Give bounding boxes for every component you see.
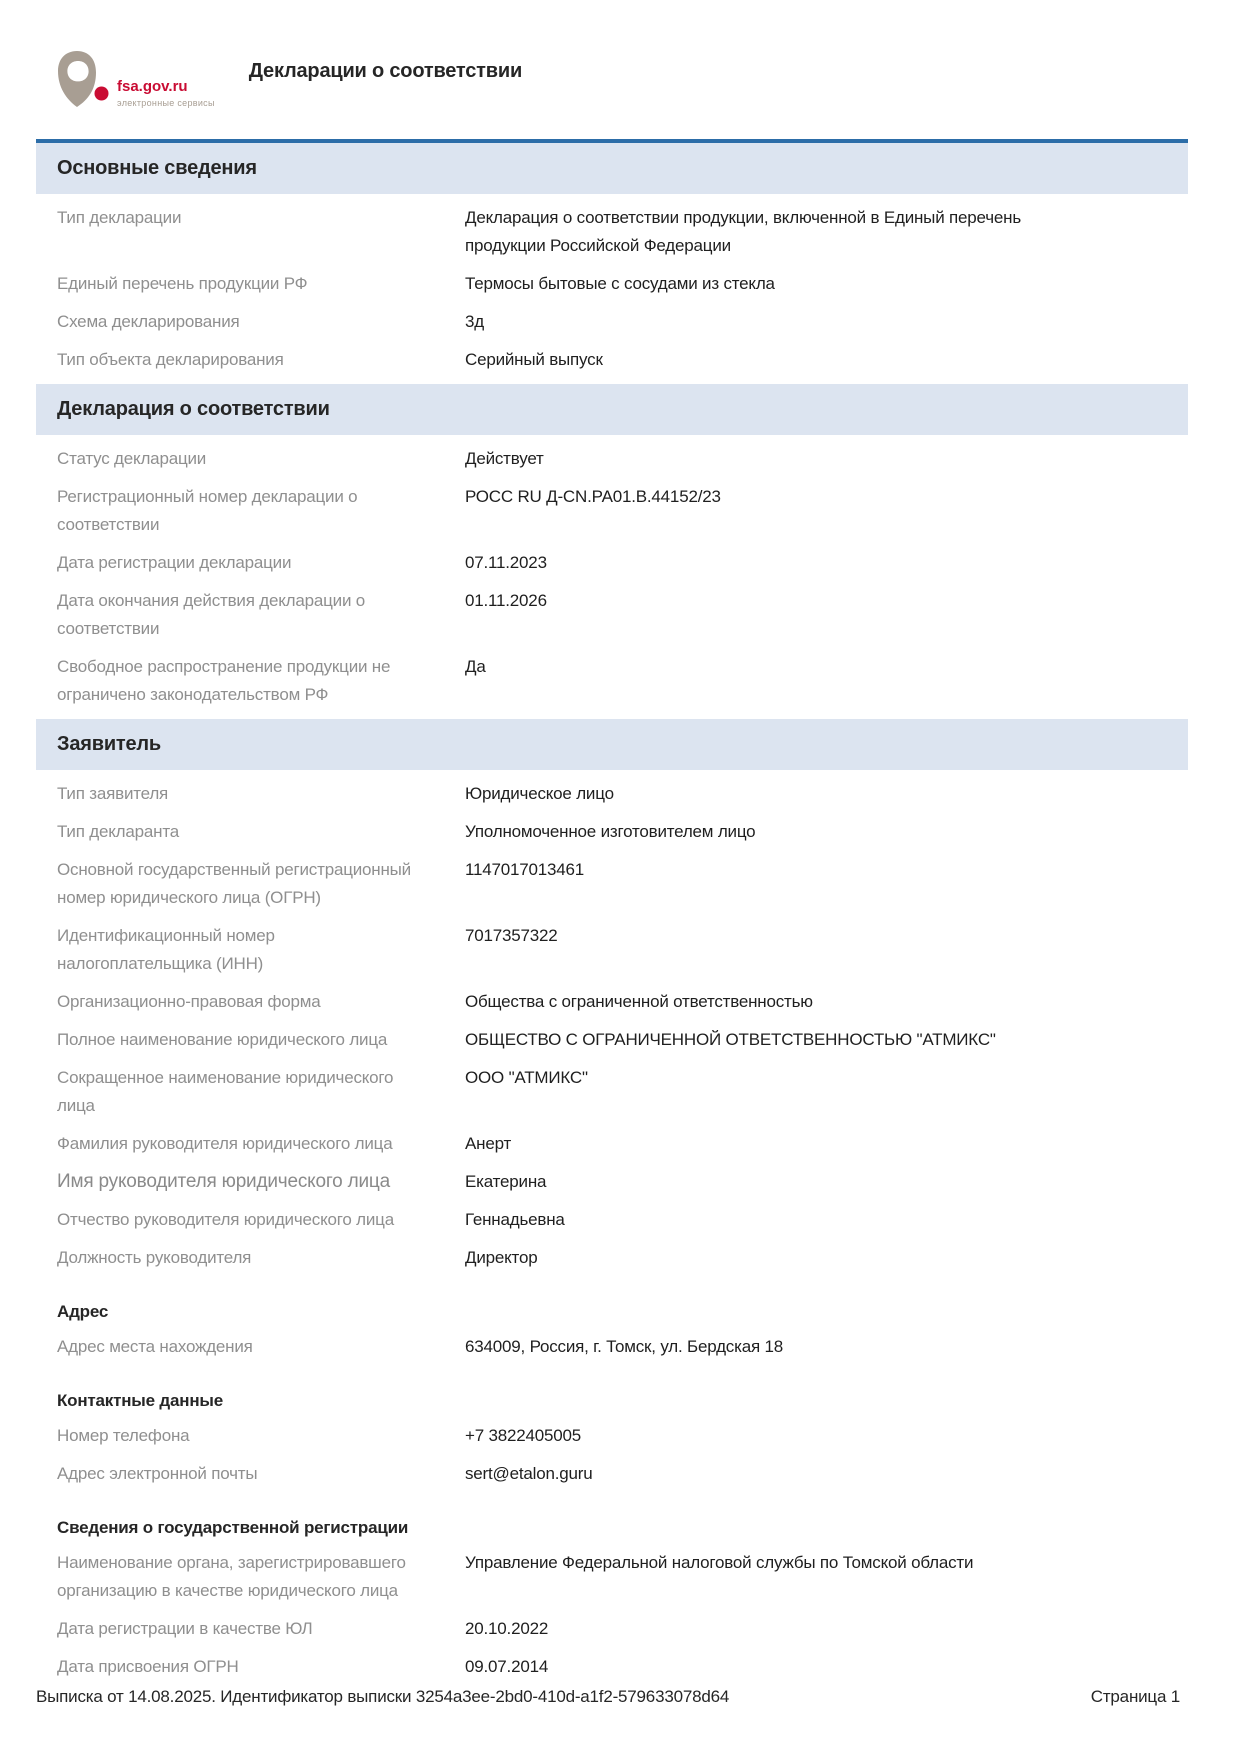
field-row	[57, 308, 1188, 336]
section-header	[36, 719, 1188, 770]
field-value: Анерт	[465, 1134, 512, 1153]
page-footer	[36, 1687, 1180, 1707]
field-value: Директор	[465, 1248, 538, 1267]
field-label: Полное наименование юридического лица	[57, 1030, 388, 1049]
field-value: ООО "АТМИКС"	[465, 1068, 588, 1087]
field-label: Дата присвоения ОГРН	[57, 1657, 239, 1676]
footer-page-number: Страница 1	[1090, 1687, 1180, 1706]
field-label: Организационно-правовая форма	[57, 992, 321, 1011]
field-row	[57, 1333, 1188, 1361]
field-row	[57, 346, 1188, 374]
field-label: Основной государственный регистрационный номер юридического лица (ОГРН)	[57, 860, 411, 907]
field-value: 7017357322	[465, 926, 558, 945]
field-value: 1147017013461	[465, 860, 585, 879]
field-value: 07.11.2023	[465, 553, 547, 572]
field-value: 20.10.2022	[465, 1619, 549, 1638]
document-sections	[36, 139, 1188, 1681]
field-row	[57, 483, 1188, 539]
field-value: 634009, Россия, г. Томск, ул. Бердская 18	[465, 1337, 784, 1356]
field-label: Имя руководителя юридического лица	[57, 1171, 390, 1192]
section-rows	[36, 435, 1188, 709]
section-title: Основные сведения	[57, 157, 257, 179]
field-row	[57, 1130, 1188, 1158]
field-label: Свободное распространение продукции не ограничено законодательством РФ	[57, 657, 391, 704]
section-title: Заявитель	[57, 733, 162, 755]
field-label: Статус декларации	[57, 449, 207, 468]
field-row	[57, 445, 1188, 473]
section	[36, 384, 1188, 709]
field-value: Термосы бытовые с сосудами из стекла	[465, 274, 775, 293]
field-label: Дата регистрации декларации	[57, 553, 292, 572]
field-label: Должность руководителя	[57, 1248, 252, 1267]
fsa-shield-a-icon	[57, 50, 109, 113]
fsa-logo	[57, 50, 215, 113]
field-value: Юридическое лицо	[465, 784, 614, 803]
fsa-logo-tagline: электронные сервисы	[117, 98, 215, 108]
field-value: Декларация о соответствии продукции, включенной в Единый перечень продукции Российской Федерации	[465, 208, 1021, 255]
subsection-heading: Адрес	[57, 1302, 109, 1321]
field-row	[57, 780, 1188, 808]
field-value: 01.11.2026	[465, 591, 547, 610]
field-label: Регистрационный номер декларации о соответствии	[57, 487, 358, 534]
field-label: Фамилия руководителя юридического лица	[57, 1134, 393, 1153]
field-value: Екатерина	[465, 1172, 547, 1191]
section-rows	[36, 770, 1188, 1681]
field-row	[57, 204, 1188, 260]
footer-extract-info: Выписка от 14.08.2025. Идентификатор выписки 3254a3ee-2bd0-410d-a1f2-579633078d64	[36, 1687, 730, 1706]
field-value: +7 3822405005	[465, 1426, 582, 1445]
field-value: Серийный выпуск	[465, 350, 603, 369]
field-value: Общества с ограниченной ответственностью	[465, 992, 813, 1011]
field-row	[57, 1064, 1188, 1120]
field-label: Адрес электронной почты	[57, 1464, 258, 1483]
section-title: Декларация о соответствии	[57, 398, 330, 420]
field-row	[57, 1549, 1188, 1605]
subsection-heading: Контактные данные	[57, 1391, 223, 1410]
field-value: ОБЩЕСТВО С ОГРАНИЧЕННОЙ ОТВЕТСТВЕННОСТЬЮ "АТМИКС"	[465, 1030, 996, 1049]
field-row	[57, 1026, 1188, 1054]
field-label: Тип декларанта	[57, 822, 179, 841]
section	[36, 719, 1188, 1681]
field-row	[57, 1653, 1188, 1681]
field-value: Действует	[465, 449, 544, 468]
field-value: sert@etalon.guru	[465, 1464, 593, 1483]
field-row	[57, 818, 1188, 846]
section-rows	[36, 194, 1188, 374]
subsection-heading: Сведения о государственной регистрации	[57, 1518, 409, 1537]
section-header	[36, 384, 1188, 435]
field-row	[57, 270, 1188, 298]
field-label: Отчество руководителя юридического лица	[57, 1210, 394, 1229]
field-row	[57, 1615, 1188, 1643]
field-label: Идентификационный номер налогоплательщика (ИНН)	[57, 926, 275, 973]
section-header	[36, 139, 1188, 194]
fsa-logo-text	[117, 78, 215, 108]
field-row	[57, 856, 1188, 912]
field-row	[57, 1244, 1188, 1272]
field-value: Да	[465, 657, 486, 676]
field-label: Единый перечень продукции РФ	[57, 274, 308, 293]
field-row	[57, 653, 1188, 709]
field-value: 3д	[465, 312, 484, 331]
page-header	[0, 0, 1240, 113]
field-row	[57, 1422, 1188, 1450]
fsa-logo-site: fsa.gov.ru	[117, 78, 188, 95]
document-title: Декларации о соответствии	[248, 60, 523, 82]
field-label: Дата регистрации в качестве ЮЛ	[57, 1619, 313, 1638]
field-label: Схема декларирования	[57, 312, 240, 331]
field-row	[57, 587, 1188, 643]
field-row	[57, 1168, 1188, 1196]
field-value: РОСС RU Д-CN.РА01.В.44152/23	[465, 487, 721, 506]
field-label: Тип декларации	[57, 208, 182, 227]
section	[36, 139, 1188, 374]
field-row	[57, 1460, 1188, 1488]
field-label: Тип заявителя	[57, 784, 169, 803]
field-value: 09.07.2014	[465, 1657, 549, 1676]
field-label: Сокращенное наименование юридического лица	[57, 1068, 394, 1115]
field-label: Дата окончания действия декларации о соответствии	[57, 591, 366, 638]
field-row	[57, 922, 1188, 978]
field-label: Адрес места нахождения	[57, 1337, 253, 1356]
field-row	[57, 1206, 1188, 1234]
field-value: Уполномоченное изготовителем лицо	[465, 822, 756, 841]
field-label: Наименование органа, зарегистрировавшего организацию в качестве юридического лица	[57, 1553, 406, 1600]
field-value: Геннадьевна	[465, 1210, 565, 1229]
field-row	[57, 988, 1188, 1016]
field-row	[57, 549, 1188, 577]
field-label: Номер телефона	[57, 1426, 190, 1445]
field-value: Управление Федеральной налоговой службы по Томской области	[465, 1553, 974, 1572]
field-label: Тип объекта декларирования	[57, 350, 284, 369]
